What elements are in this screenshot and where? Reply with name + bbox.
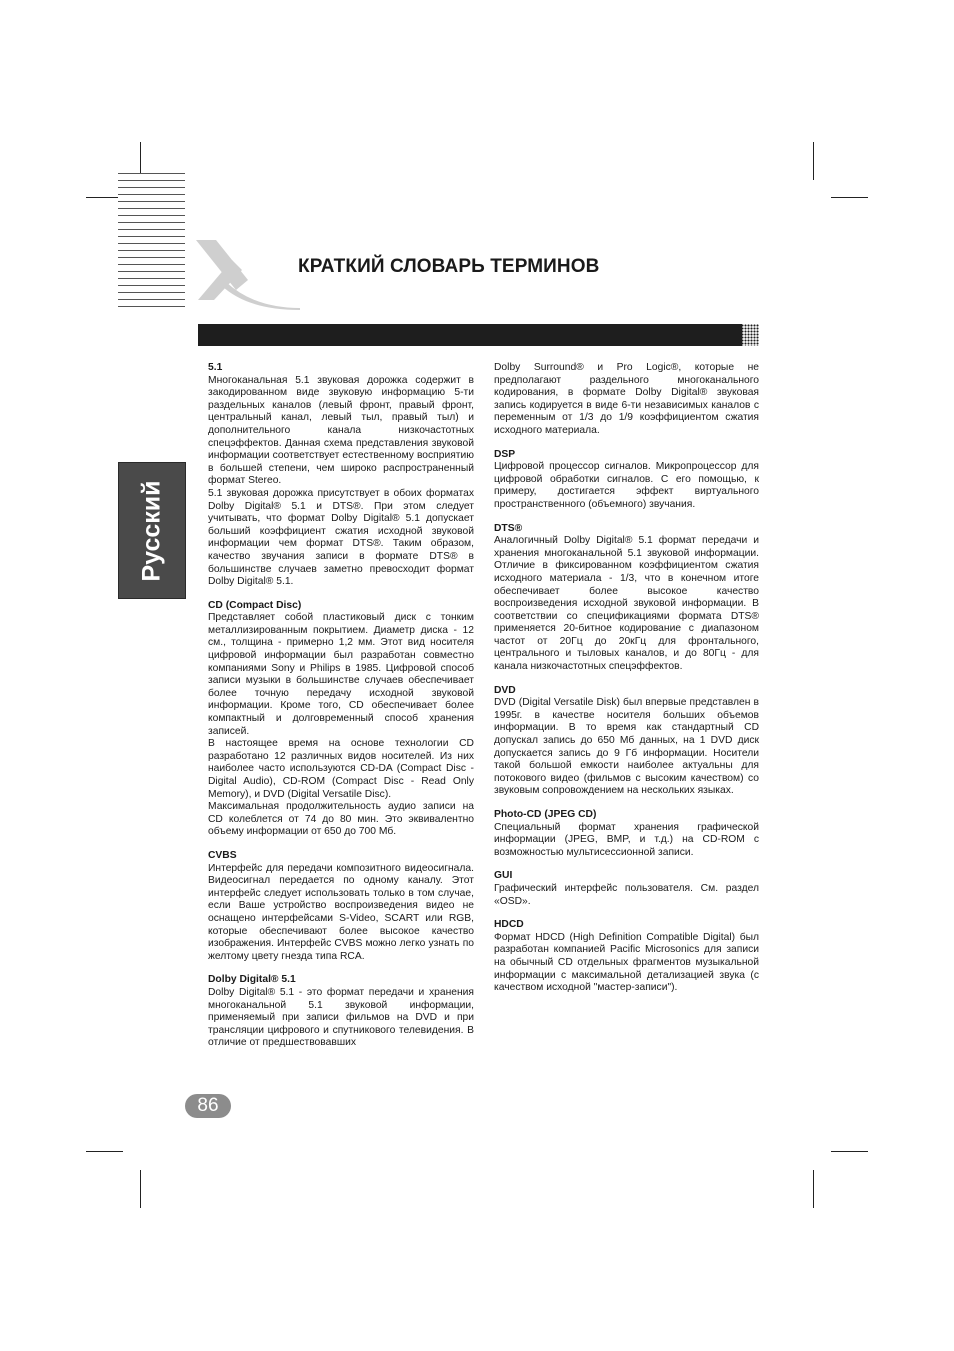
glossary-definition: Максимальная продолжительность аудио записи на CD колеблется от 74 до 80 мин. Это эквивалентно объему информации от 650 до 700 Мб. [208,801,474,838]
glossary-term: HDCD [494,919,524,931]
glossary-definition: Формат HDCD (High Definition Compatible Digital) был разработан компанией Pacific Microsonics для записи на обычный CD отдельных фрагментов музыкальной информации с максимальной детализацией звука (с качеством исходной "мастер-записи"). [494,931,759,994]
glossary-term: DSP [494,448,516,460]
crop-mark [813,1170,814,1208]
page-title: КРАТКИЙ СЛОВАРЬ ТЕРМИНОВ [298,256,600,277]
glossary-term: Dolby Digital® 5.1 [208,974,296,986]
glossary-entry [494,523,759,674]
glossary-term: Photo-CD (JPEG CD) [494,809,597,820]
glossary-entry [494,362,759,438]
crop-mark [813,142,814,180]
glossary-definition: Аналогичный Dolby Digital® 5.1 формат передачи и хранения многоканальной 5.1 звуковой информации. Отличие в фиксированном коэффициентом сжатия исходного материала - 1/3, что в конечном итоге обеспечивает более высокое качество воспроизведения исходной звуковой информации. В соответствии со спецификациями формата DTS® применяется 20-битное кодирование с диапазоном частот от 20Гц до 20кГц для фронтального, центрального и тыловых каналов, и до 80Гц - для канала низкочастотных спецэффектов. [494,535,759,673]
glossary-definition: В настоящее время на основе технологии CD разработано 12 различных видов носителей. Из них наиболее часто используются CD-DA (Compact Disc - Digital Audio), CD-ROM (Compact Disc - Read Only Memory), и DVD (Digital Versatile Disc). [208,738,474,800]
glossary-definition: Цифровой процессор сигналов. Микропроцессор для цифровой обработки сигналов. С его помощью, к примеру, достигается эффект виртуального пространственного (объемного) звучания. [494,461,759,510]
crop-mark [831,1151,868,1152]
glossary-definition: Представляет собой пластиковый диск с тонким металлизированным покрытием. Диаметр диска - 12 см., толщина - примерно 1,2 мм. Этот вид носителя цифровой информации был разработан совместно компаниями Sony и Philips в 1985. Цифровой способ записи музыки в большинстве случаев обеспечивает более точную передачу исходной звуковой информации. Кроме того, CD обеспечивает более компактный и долговременный способ хранения записей. [208,612,474,737]
glossary-term: CVBS [208,849,237,861]
glossary-term: 5.1 [208,362,223,373]
crop-mark [831,197,868,198]
glossary-entry [494,449,759,512]
language-tab-label: Русский [137,479,166,582]
glossary-entry [494,809,759,859]
glossary-term: DVD [494,684,516,696]
glossary-definition: Специальный формат хранения графической информации (JPEG, BMP, и т.д.) на CD-ROM с возможностью мультисессионной записи. [494,821,759,858]
glossary-entry [494,919,759,995]
glossary-entry [208,850,474,963]
glossary-definition: Dolby Digital® 5.1 - это формат передачи и хранения многоканальной 5.1 звуковой информации, применяемый при записи фильмов на DVD и при трансляции цифрового и спутникового телевидения. В отличие от предшествовавших [208,986,474,1049]
glossary-entry [208,974,474,1050]
glossary-definition: 5.1 звуковая дорожка присутствует в обоих форматах Dolby Digital® 5.1 и DTS®. При этом следует учитывать, что формат Dolby Digital® 5.1 допускает больший коэффициент сжатия исходной звуковой информации чем формат DTS®. Таким образом, качество звучания записи в формате DTS® в большинстве случаев заметно превосходит формат Dolby Digital® 5.1. [208,487,474,588]
page-number: 86 [185,1094,231,1118]
glossary-term: CD (Compact Disc) [208,599,302,611]
glossary-definition: Dolby Surround® и Pro Logic®, которые не предполагают раздельного многоканального кодирования, в формате Dolby Digital® звуковая запись кодируется в виде 6-ти независимых каналов с переменным от 1/3 до 1/9 коэффициентом сжатия исходного материала. [494,362,759,436]
decorative-stripes [118,173,185,312]
crop-mark [86,1151,123,1152]
glossary-entry [208,362,474,589]
glossary-term: DTS® [494,522,523,534]
glossary-entry [494,870,759,908]
crop-mark [140,1170,141,1208]
glossary-definition: DVD (Digital Versatile Disk) был впервые представлен в 1995г. в качестве носителя больших объемов информации. В то время как стандартный CD допускал запись до 650 Мб данных, на 1 DVD диск допускается запись до 9 Гб информации. Носители такой большой емкости наиболее актуальны для потокового видео (фильмов с высоким качеством) со звуковым сопровождением на нескольких языках. [494,697,759,797]
left-column [208,362,474,1061]
glossary-entry [208,600,474,839]
glossary-entry [494,685,759,798]
glossary-definition: Интерфейс для передачи композитного видеосигнала. Видеосигнал передается по одному каналу. Этот интерфейс следует использовать только в том случае, если Ваше устройство воспроизведения видео не оснащено интерфейсами S-Video, SCART или RGB, которые обеспечивают более высокое качество изображения. Интерфейс CVBS можно легко узнать по желтому цвету гнезда типа RCA. [208,862,474,962]
glossary-definition: Графический интерфейс пользователя. См. раздел «OSD». [494,882,759,907]
glossary-definition: Многоканальная 5.1 звуковая дорожка содержит в закодированном виде звуковую информацию 5-ти раздельных каналов (левый фронт, правый фронт, центральный канал, левый тыл, правый тыл) и дополнительного канала низкочастотных спецэффектов. Данная схема представления звуковой информации соответствует естественному восприятию в большей степени, чем широко распространенный формат Stereo. [208,374,474,487]
right-column [494,362,759,1006]
x-logo-icon [192,238,302,310]
header-bar-dots [735,324,759,346]
header-bar [198,324,742,346]
glossary-term: GUI [494,870,513,882]
language-tab [118,462,186,599]
